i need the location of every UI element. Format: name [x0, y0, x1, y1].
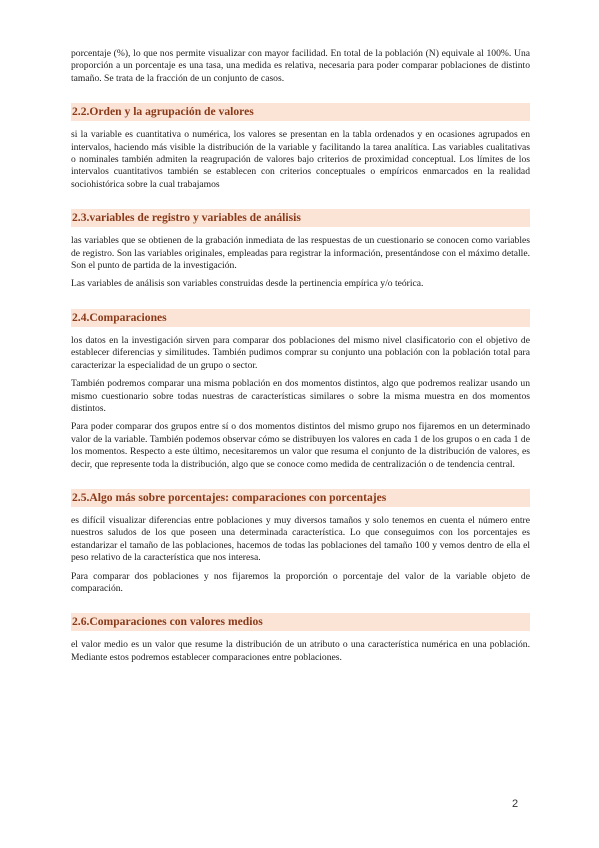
section-heading: 2.4.Comparaciones [71, 309, 530, 327]
section-heading: 2.5.Algo más sobre porcentajes: comparaciones con porcentajes [71, 489, 530, 507]
section-paragraph: las variables que se obtienen de la grabación inmediata de las respuestas de un cuestionario se conocen como variables de registro. Son las variables originales, empleadas para registrar la información, presentándose con el máximo detalle. Son el punto de partida de la investigación. [71, 235, 530, 272]
section-heading: 2.3.variables de registro y variables de análisis [71, 209, 530, 227]
section-mean-values [71, 613, 530, 664]
section-heading: 2.2.Orden y la agrupación de valores [71, 103, 530, 121]
section-paragraph: Para poder comparar dos grupos entre sí o dos momentos distintos del mismo grupo nos fijaremos en un determinado valor de la variable. También podemos observar cómo se distribuyen los valores en cada 1 de los grupos o en cada 1 de los momentos. Respecto a este último, necesitaremos un valor que resuma el conjunto de la distribución de valores, es decir, que represente toda la distribución, algo que se conoce como medida de centralización o de tendencia central. [71, 421, 530, 470]
section-paragraph: los datos en la investigación sirven para comparar dos poblaciones del mismo nivel clasificatorio con el objetivo de establecer diferencias y similitudes. También pudimos comprar su conjunto una población con la población total para caracterizar la especialidad de un grupo o sector. [71, 334, 530, 371]
page-number: 2 [512, 798, 519, 810]
document-body [71, 48, 530, 670]
section-paragraph: es difícil visualizar diferencias entre poblaciones y muy diversos tamaños y solo tenemos en cuenta el número entre nuestros saludos de los que poseen una determinada característica. Lo que conseguimos con los porcentajes es estandarizar el tamaño de las poblaciones, hacemos de todas las poblaciones del tamaño 100 y vemos dentro de ella el peso relativo de la característica que nos interesa. [71, 514, 530, 564]
section-percentages [71, 489, 530, 595]
section-register-analysis-variables [71, 209, 530, 291]
section-order-grouping [71, 103, 530, 191]
section-heading: 2.6.Comparaciones con valores medios [71, 613, 530, 631]
section-paragraph: Para comparar dos poblaciones y nos fijaremos la proporción o porcentaje del valor de la variable objeto de comparación. [71, 570, 530, 594]
section-paragraph: si la variable es cuantitativa o numérica, los valores se presentan en la tabla ordenados y en ocasiones agrupados en intervalos, haciendo más visible la distribución de la variable y facilitando la tarea analítica. Las variables cualitativas o nominales también admiten la reagrupación de valores bajo criterios de proximidad conceptual. Los límites de los intervalos cuantitativos también se establecen con criterios conceptuales o empíricos enmarcados en la realidad sociohistórica sobre la cual trabajamos [71, 129, 530, 190]
intro-paragraph: porcentaje (%), lo que nos permite visualizar con mayor facilidad. En total de la población (N) equivale al 100%. Una proporción a un porcentaje es una tasa, una medida es relativa, necesaria para poder comparar poblaciones de distinto tamaño. Se trata de la fracción de un conjunto de casos. [71, 48, 530, 84]
section-paragraph: Las variables de análisis son variables construidas desde la pertinencia empírica y/o teórica. [71, 278, 424, 290]
section-paragraph: el valor medio es un valor que resume la distribución de un atributo o una característica numérica en una población. Mediante estos podremos establecer comparaciones entre poblaciones. [71, 639, 530, 663]
intro-block [71, 48, 530, 85]
section-comparisons [71, 309, 530, 471]
section-paragraph: También podremos comparar una misma población en dos momentos distintos, algo que podremos realizar usando un mismo cuestionario sobre todas nuestras de características similares o sobre la misma muestra en dos momentos distintos. [71, 378, 530, 414]
